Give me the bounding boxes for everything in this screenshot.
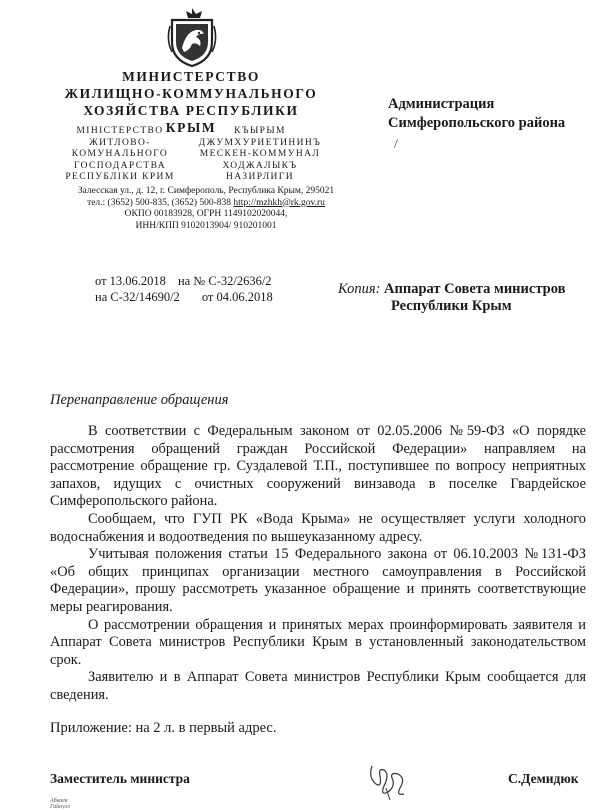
ministry-name-crimean-tatar: КЪЫРЫМ ДЖУМХУРИЕТИНИНЪ МЕСКЕН-КОММУНАЛ ХОДЖАЛЫКЪ НАЗИРЛИГИ [198,126,322,182]
ministry-contacts [56,186,356,232]
copy-org-line-1: Аппарат Совета министров [384,281,566,297]
executor-footnote: Абкаев Гайнулл [50,798,70,809]
handwritten-mark: / [394,137,398,152]
body-paragraph: Сообщаем, что ГУП РК «Вода Крыма» не осуществляет услуги холодного водоснабжения и водоотведения по вышеуказанному адресу. [50,510,586,545]
handwritten-signature [362,758,418,802]
ministry-title: МИНИСТЕРСТВО ЖИЛИЩНО-КОММУНАЛЬНОГО ХОЗЯЙСТВА РЕСПУБЛИКИ КРЫМ [64,69,318,135]
ministry-name-ukrainian: МІНІСТЕРСТВО ЖИТЛОВО- КОМУНАЛЬНОГО ГОСПОДАРСТВА РЕСПУБЛІКИ КРИМ [65,126,175,182]
reference-row-outgoing: от 13.06.2018 на № С-32/2636/2 [95,274,272,288]
letter-body [50,423,586,705]
reference-row-incoming: на С-32/14690/2 от 04.06.2018 [95,290,273,304]
reference-block [95,273,273,305]
body-paragraph: В соответствии с Федеральным законом от 02.05.2006 №59-ФЗ «О порядке рассмотрения обращений граждан Российской Федерации» направляем на рассмотрение обращение гр. Суздалевой Т.П., поступившее по вопросу неприятных запахов, идущих с очистных сооружений винзавода в поселке Гвардейское Симферопольского района. [50,423,586,510]
addressee-line-2: Симферопольского района [388,115,566,131]
addressee-block [388,95,565,133]
address-line: Залесская ул., д. 12, г. Симферополь, Республика Крым, 295021 [77,186,335,196]
letter-subject: Перенаправление обращения [50,392,229,408]
body-paragraph: О рассмотрении обращения и принятых мерах проинформировать заявителя и Аппарат Совета министров Республики Крым в установленный законодательством срок. [50,616,586,668]
inn-kpp-line: ИНН/КПП 9102013904/ 910201001 [135,220,277,231]
coat-of-arms-emblem [166,6,218,68]
copy-org-line-2: Республики Крым [391,298,512,314]
signatory-name: С.Демидюк [508,771,579,786]
attachment-note: Приложение: на 2 л. в первый адрес. [50,720,277,736]
phone-email-line: тел.: (3652) 500-835, (3652) 500-838 http://mzhkh@rk.gov.ru [87,197,325,208]
okpo-ogrn-line: ОКПО 00183928, ОГРН 1149102020044, [124,209,288,219]
signatory-title: Заместитель министра [50,771,190,786]
body-paragraph: Заявителю и в Аппарат Совета министров Республики Крым сообщается для сведения. [50,669,586,703]
email-link[interactable]: http://mzhkh@rk.gov.ru [233,197,325,208]
copy-label: Копия: [338,281,381,297]
copy-recipient-block [338,281,565,315]
addressee-line-1: Администрация [388,96,495,112]
body-paragraph: Учитывая положения статьи 15 Федерального закона от 06.10.2003 №131-ФЗ «Об общих принципах организации местного самоуправления в Российской Федерации», прошу рассмотреть указанное обращение и принять соответствующие меры реагирования. [50,546,586,615]
